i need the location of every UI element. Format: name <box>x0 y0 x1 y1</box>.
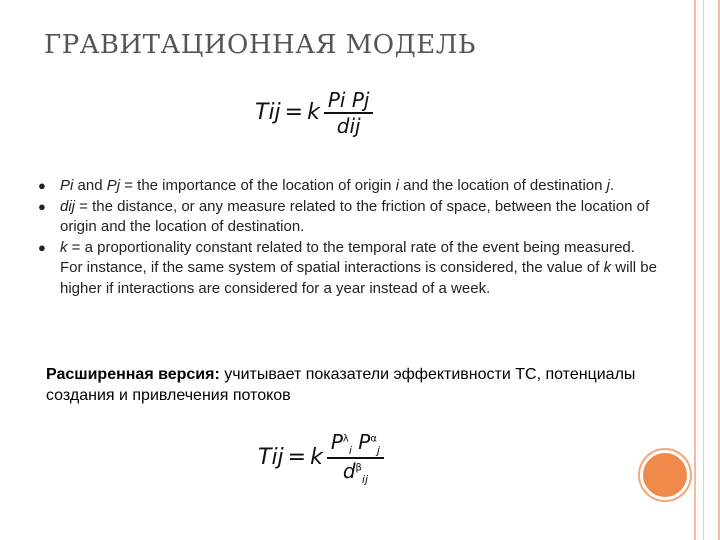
formula-denominator: dij <box>336 113 361 138</box>
gravity-formula-extended <box>258 430 384 486</box>
term-dij: dij <box>60 197 76 215</box>
var-p-origin: P <box>330 430 343 454</box>
list-item-text <box>60 238 670 259</box>
extended-version-text: учитывает показатели эффективности ТС, потенциалы создания и привлечения потоков <box>46 366 636 404</box>
text-fragment: = the distance, or any measure related to the friction of space, between the location of origin and the location of destination. <box>60 197 650 235</box>
var-p-destination: P <box>358 430 371 454</box>
list-item-text <box>60 176 670 197</box>
text-fragment: will be higher if interactions are considered for a year instead of a week. <box>60 259 657 297</box>
text-fragment: = the importance of the location of origin <box>120 177 396 194</box>
list-item <box>38 238 670 259</box>
formula-lhs: Tij <box>255 100 281 126</box>
term-j: j <box>606 177 610 194</box>
exponent-beta: β <box>355 461 362 473</box>
subscript-ij: ij <box>361 472 369 486</box>
formula-fraction <box>327 430 384 486</box>
formula-equals: = <box>284 100 304 126</box>
formula-fraction <box>324 88 374 138</box>
extended-version-label: Расширенная версия: <box>46 366 220 383</box>
formula-equals: = <box>287 445 307 471</box>
formula-lhs: Tij <box>258 445 284 471</box>
bullet-icon: ● <box>38 198 46 214</box>
formula-numerator: Pi Pj <box>327 88 370 112</box>
var-d: d <box>342 458 356 483</box>
term-k: k <box>60 238 68 256</box>
decorative-border-inner-line <box>703 0 709 540</box>
list-item-text <box>60 197 670 238</box>
decorative-circle-icon <box>640 450 690 500</box>
term-pi: Pi <box>60 177 74 194</box>
exponent-lambda: λ <box>342 433 349 445</box>
gravity-formula-basic <box>255 88 373 138</box>
term-i: i <box>395 177 399 194</box>
bullet-icon: ● <box>38 239 46 255</box>
list-item <box>38 176 670 197</box>
formula-denominator <box>339 459 372 486</box>
definitions-list <box>38 176 670 299</box>
term-k: k <box>603 259 612 276</box>
text-fragment: and <box>73 177 107 194</box>
formula-k: k <box>310 445 323 471</box>
text-fragment: For instance, if the same system of spatial interactions is considered, the value of <box>60 259 604 276</box>
subscript-i: i <box>348 444 352 457</box>
formula-k: k <box>307 100 320 126</box>
extended-version-paragraph <box>46 364 646 406</box>
list-item <box>38 197 670 238</box>
formula-numerator <box>327 430 384 457</box>
slide-title: ГРАВИТАЦИОННАЯ МОДЕЛЬ <box>44 30 476 60</box>
bullet-icon: ● <box>38 178 46 193</box>
continuation-paragraph <box>38 258 670 299</box>
text-fragment: . <box>610 177 615 194</box>
text-fragment: = a proportionality constant related to the temporal rate of the event being measured. <box>67 238 635 256</box>
term-pj: Pj <box>106 177 121 194</box>
decorative-right-border <box>694 0 720 540</box>
text-fragment: and the location of destination <box>399 177 607 194</box>
subscript-j: j <box>376 444 380 457</box>
exponent-alpha: α <box>370 433 377 445</box>
